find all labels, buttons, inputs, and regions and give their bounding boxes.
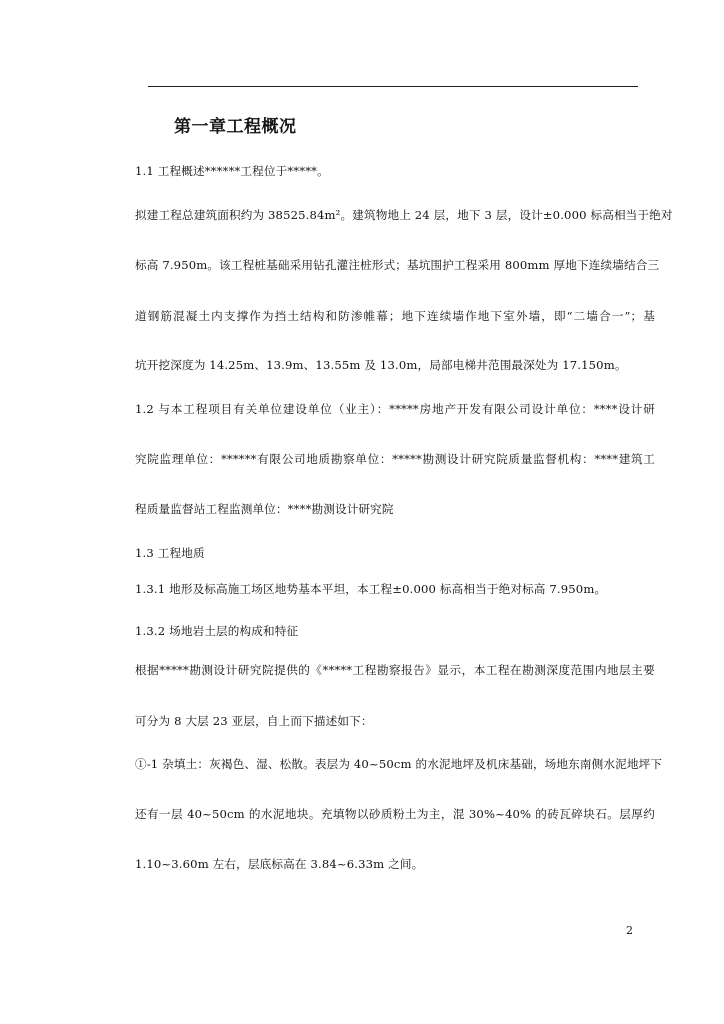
paragraph-line: 道钢筋混凝土内支撑作为挡土结构和防渗帷幕；地下连续墙作地下室外墙，即“二墙合一”；基 — [135, 309, 655, 323]
paragraph-line: 标高 7.950m。该工程桩基础采用钻孔灌注桩形式；基坑围护工程采用 800mm 厚地下连续墙结合三 — [135, 258, 660, 272]
section-1-2-line: 1.2 与本工程项目有关单位建设单位（业主）：*****房地产开发有限公司设计单位：****设计研 — [135, 402, 655, 416]
paragraph-line: 可分为 8 大层 23 亚层，自上而下描述如下： — [135, 714, 373, 728]
section-1-1-heading: 1.1 工程概述******工程位于*****。 — [135, 164, 329, 178]
paragraph-line: 拟建工程总建筑面积约为 38525.84m²。建筑物地上 24 层，地下 3 层，设计±0.000 标高相当于绝对 — [135, 208, 673, 222]
chapter-title: 第一章工程概况 — [174, 117, 297, 137]
section-1-3-1-line: 1.3.1 地形及标高施工场区地势基本平坦，本工程±0.000 标高相当于绝对标高 7.950m。 — [135, 582, 607, 596]
paragraph-line: 还有一层 40~50cm 的水泥地块。充填物以砂质粉土为主，混 30%~40% 的砖瓦碎块石。层厚约 — [135, 807, 655, 821]
page-number: 2 — [626, 924, 633, 937]
paragraph-line: 程质量监督站工程监测单位：****勘测设计研究院 — [135, 502, 394, 516]
section-1-3-heading: 1.3 工程地质 — [135, 546, 205, 560]
paragraph-line: 1.10~3.60m 左右，层底标高在 3.84~6.33m 之间。 — [135, 857, 424, 871]
paragraph-line: 究院监理单位：******有限公司地质勘察单位：*****勘测设计研究院质量监督机构：****建筑工 — [135, 452, 655, 466]
paragraph-line: ①-1 杂填土：灰褐色、湿、松散。表层为 40~50cm 的水泥地坪及机床基础，场地东南侧水泥地坪下 — [135, 757, 663, 771]
paragraph-line: 坑开挖深度为 14.25m、13.9m、13.55m 及 13.0m，局部电梯井范围最深处为 17.150m。 — [135, 358, 627, 372]
section-1-3-2-heading: 1.3.2 场地岩土层的构成和特征 — [135, 624, 299, 638]
header-rule — [148, 86, 638, 87]
paragraph-line: 根据*****勘测设计研究院提供的《*****工程勘察报告》显示，本工程在勘测深度范围内地层主要 — [135, 663, 655, 677]
